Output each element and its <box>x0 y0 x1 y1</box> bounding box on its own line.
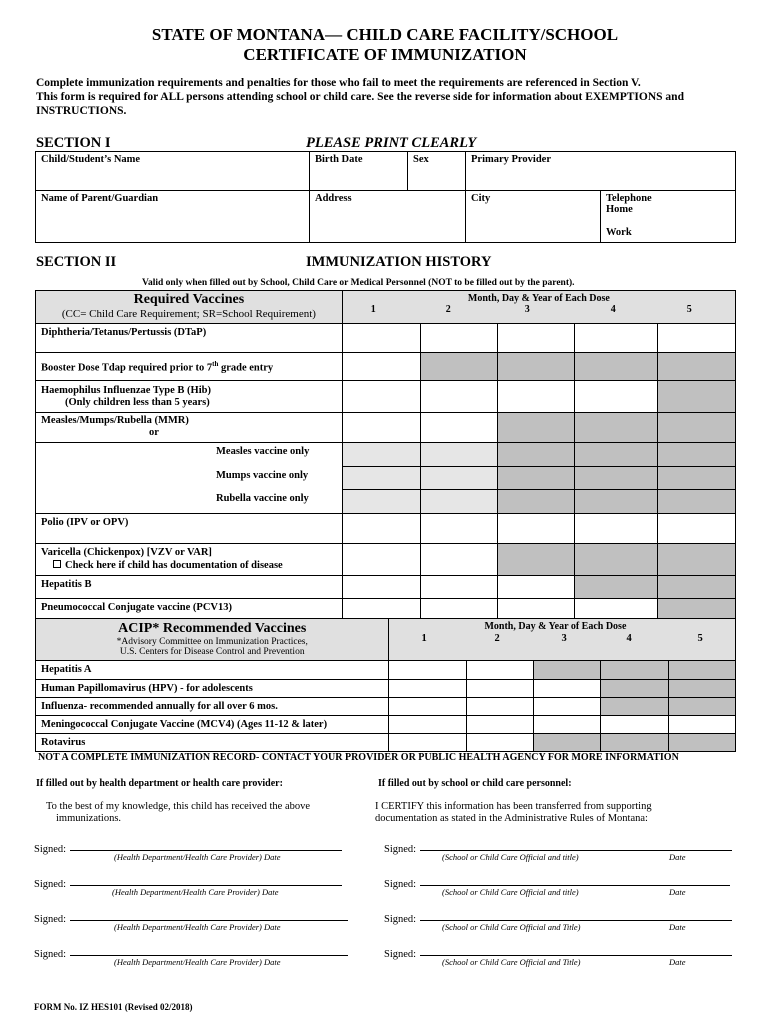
shaded-cell <box>498 443 575 467</box>
dose-cell[interactable] <box>534 716 601 734</box>
intro-line-2: This form is required for ALL persons attending school or child care. See the reverse side for information about EXEMPTIONS and INSTRUCTIONS. <box>36 91 684 117</box>
dose-cell[interactable] <box>420 576 498 599</box>
dose-cell[interactable] <box>389 661 467 680</box>
acip-dose-header-label: Month, Day & Year of Each Dose <box>484 621 627 632</box>
dose-cell[interactable] <box>420 413 498 443</box>
dose-cell[interactable] <box>575 381 658 413</box>
vaccine-row-hepb: Hepatitis B <box>36 576 736 599</box>
shaded-cell <box>498 544 575 576</box>
parent-name-field[interactable]: Name of Parent/Guardian <box>36 191 310 243</box>
signature-line[interactable] <box>70 839 342 851</box>
dose-cell[interactable] <box>498 576 575 599</box>
address-field[interactable]: Address <box>310 191 466 243</box>
dose-cell[interactable] <box>467 661 534 680</box>
left-attestation-2: immunizations. <box>56 813 122 824</box>
shaded-cell <box>658 544 736 576</box>
dose-number: 3 <box>524 304 530 315</box>
vaccine-row-measles: Measles vaccine only <box>36 443 736 467</box>
right-signature-block: Signed: (School or Child Care Official and title) Date <box>384 874 734 892</box>
acip-footnote-1: *Advisory Committee on Immunization Practices, <box>116 637 308 647</box>
print-clearly-note: PLEASE PRINT CLEARLY <box>306 135 477 151</box>
section-1-table <box>35 151 736 243</box>
shaded-cell <box>658 413 736 443</box>
child-name-field[interactable]: Child/Student’s Name <box>36 152 310 191</box>
dose-cell[interactable] <box>342 353 420 381</box>
shaded-cell <box>669 698 736 716</box>
required-vaccines-header <box>36 291 343 324</box>
immunization-history-heading: IMMUNIZATION HISTORY <box>306 254 492 270</box>
dose-header <box>342 291 735 324</box>
vaccine-row-influenza: Influenza- recommended annually for all over 6 mos. <box>36 698 736 716</box>
shaded-cell <box>575 490 658 514</box>
vaccine-row-mumps: Mumps vaccine only <box>36 467 736 490</box>
vaccine-row-hpv: Human Papillomavirus (HPV) - for adolescents <box>36 680 736 698</box>
dose-cell[interactable] <box>342 413 420 443</box>
dose-cell[interactable] <box>498 381 575 413</box>
shaded-cell <box>575 353 658 381</box>
telephone-field[interactable]: Telephone Home Work <box>601 191 736 243</box>
shaded-cell <box>420 353 498 381</box>
birth-date-field[interactable]: Birth Date <box>310 152 408 191</box>
dose-number: 5 <box>686 304 692 315</box>
vaccine-row-tdap: Booster Dose Tdap required prior to 7th grade entry <box>36 353 736 381</box>
dose-cell[interactable] <box>389 680 467 698</box>
left-signature-block: Signed: (Health Department/Health Care Provider) Date <box>34 909 350 927</box>
acip-title: ACIP* Recommended Vaccines <box>118 621 307 636</box>
left-attestation-1: To the best of my knowledge, this child has received the above <box>46 801 311 812</box>
vaccine-row-mmr: Measles/Mumps/Rubella (MMR) or <box>36 413 736 443</box>
shaded-cell <box>658 576 736 599</box>
signature-line[interactable] <box>70 944 348 956</box>
shaded-cell <box>575 544 658 576</box>
shaded-cell <box>669 680 736 698</box>
dose-header-label: Month, Day & Year of Each Dose <box>467 293 610 304</box>
dose-cell[interactable] <box>467 716 534 734</box>
dose-cell[interactable] <box>342 467 420 490</box>
shaded-cell <box>669 734 736 752</box>
dose-cell[interactable] <box>420 544 498 576</box>
shaded-cell <box>601 734 669 752</box>
valid-note: Valid only when filled out by School, Child Care or Medical Personnel (NOT to be filled out by the parent). <box>142 278 575 288</box>
section-1-label: SECTION I <box>36 135 111 151</box>
shaded-cell <box>575 467 658 490</box>
left-signature-heading: If filled out by health department or health care provider: <box>36 778 283 789</box>
city-field[interactable]: City <box>466 191 601 243</box>
required-vaccines-title: Required Vaccines <box>133 292 245 307</box>
vaccine-row-polio: Polio (IPV or OPV) <box>36 514 736 544</box>
intro-line-1: Complete immunization requirements and penalties for those who fail to meet the requirements are referenced in Section V. <box>36 77 641 89</box>
not-complete-notice: NOT A COMPLETE IMMUNIZATION RECORD- CONTACT YOUR PROVIDER OR PUBLIC HEALTH AGENCY FOR MORE INFORMATION <box>38 752 679 763</box>
shaded-cell <box>669 661 736 680</box>
dose-number: 1 <box>370 304 376 315</box>
dose-cell[interactable] <box>342 514 420 544</box>
shaded-cell <box>658 381 736 413</box>
right-signature-block: Signed: (School or Child Care Official and Title) Date <box>384 944 734 962</box>
signature-line[interactable] <box>70 874 342 886</box>
shaded-cell <box>575 443 658 467</box>
shaded-cell <box>658 467 736 490</box>
dose-cell[interactable] <box>467 680 534 698</box>
shaded-cell <box>575 576 658 599</box>
right-attestation-1: I CERTIFY this information has been transferred from supporting <box>375 801 652 812</box>
form-number: FORM No. IZ HES101 (Revised 02/2018) <box>34 1002 193 1012</box>
vaccine-row-hepa: Hepatitis A <box>36 661 736 680</box>
dose-cell[interactable] <box>342 490 420 514</box>
right-attestation-2: documentation as stated in the Administrative Rules of Montana: <box>375 813 648 824</box>
dose-cell[interactable] <box>534 698 601 716</box>
dose-number: 5 <box>697 633 703 644</box>
signature-line[interactable] <box>420 909 732 921</box>
dose-cell[interactable] <box>575 324 658 353</box>
dose-number: 1 <box>421 633 427 644</box>
shaded-cell <box>534 661 601 680</box>
form-title: STATE OF MONTANA— CHILD CARE FACILITY/SCHOOL <box>151 25 619 44</box>
right-signature-block: Signed: (School or Child Care Official and title) Date <box>384 839 734 857</box>
acip-vaccines-table <box>35 618 736 752</box>
dose-cell[interactable] <box>342 544 420 576</box>
shaded-cell <box>601 698 669 716</box>
dose-cell[interactable] <box>420 443 498 467</box>
dose-cell[interactable] <box>669 716 736 734</box>
primary-provider-field[interactable]: Primary Provider <box>466 152 736 191</box>
section-2-label: SECTION II <box>36 254 117 270</box>
dose-number: 4 <box>626 633 632 644</box>
sex-field[interactable]: Sex <box>408 152 466 191</box>
shaded-cell <box>658 353 736 381</box>
requirement-legend: (CC= Child Care Requirement; SR=School Requirement) <box>61 308 316 320</box>
dose-cell[interactable] <box>658 324 736 353</box>
acip-dose-header <box>389 619 736 661</box>
dose-cell[interactable] <box>420 381 498 413</box>
shaded-cell <box>575 413 658 443</box>
dose-cell[interactable] <box>498 324 575 353</box>
signature-line[interactable] <box>420 874 730 886</box>
acip-footnote-2: U.S. Centers for Disease Control and Prevention <box>119 647 305 657</box>
dose-cell[interactable] <box>342 443 420 467</box>
form-subtitle: CERTIFICATE OF IMMUNIZATION <box>243 45 527 64</box>
dose-cell[interactable] <box>420 514 498 544</box>
dose-cell[interactable] <box>467 734 534 752</box>
dose-cell[interactable] <box>389 698 467 716</box>
dose-cell[interactable] <box>342 576 420 599</box>
dose-cell[interactable] <box>342 324 420 353</box>
shaded-cell <box>534 734 601 752</box>
shaded-cell <box>498 413 575 443</box>
dose-cell[interactable] <box>575 514 658 544</box>
vaccine-row-rotavirus: Rotavirus <box>36 734 736 752</box>
dose-cell[interactable] <box>601 716 669 734</box>
shaded-cell <box>601 680 669 698</box>
dose-cell[interactable] <box>389 716 467 734</box>
shaded-cell <box>498 490 575 514</box>
shaded-cell <box>498 467 575 490</box>
signature-line[interactable] <box>420 839 732 851</box>
vaccine-row-rubella: Rubella vaccine only <box>36 490 736 514</box>
left-signature-block: Signed: (Health Department/Health Care Provider) Date <box>34 944 350 962</box>
dose-number: 2 <box>494 633 500 644</box>
vaccine-row-mcv4: Meningococcal Conjugate Vaccine (MCV4) (Ages 11-12 & later) <box>36 716 736 734</box>
dose-cell[interactable] <box>498 514 575 544</box>
dose-number: 3 <box>561 633 567 644</box>
shaded-cell <box>658 443 736 467</box>
shaded-cell <box>601 661 669 680</box>
dose-cell[interactable] <box>420 490 498 514</box>
required-vaccines-table <box>35 290 736 622</box>
dose-number: 4 <box>610 304 616 315</box>
dose-cell[interactable] <box>534 680 601 698</box>
acip-header <box>36 619 389 661</box>
dose-cell[interactable] <box>342 381 420 413</box>
dose-cell[interactable] <box>420 324 498 353</box>
varicella-checkbox[interactable] <box>53 560 61 568</box>
dose-number: 2 <box>445 304 451 315</box>
signature-line[interactable] <box>70 909 348 921</box>
dose-cell[interactable] <box>389 734 467 752</box>
vaccine-row-hib: Haemophilus Influenzae Type B (Hib) (Only children less than 5 years) <box>36 381 736 413</box>
right-signature-block: Signed: (School or Child Care Official and Title) Date <box>384 909 734 927</box>
dose-cell[interactable] <box>658 514 736 544</box>
vaccine-row-dtap: Diphtheria/Tetanus/Pertussis (DTaP) <box>36 324 736 353</box>
shaded-cell <box>658 490 736 514</box>
vaccine-row-varicella: Varicella (Chickenpox) [VZV or VAR] Check here if child has documentation of disease <box>36 544 736 576</box>
right-signature-heading: If filled out by school or child care personnel: <box>378 778 572 789</box>
dose-cell[interactable] <box>467 698 534 716</box>
vaccine-row-pcv13: Pneumococcal Conjugate vaccine (PCV13) <box>36 599 736 622</box>
signature-line[interactable] <box>420 944 732 956</box>
left-signature-block: Signed: (Health Department/Health Care Provider) Date <box>34 839 344 857</box>
left-signature-block: Signed: (Health Department/Health Care Provider) Date <box>34 874 344 892</box>
dose-cell[interactable] <box>420 467 498 490</box>
shaded-cell <box>498 353 575 381</box>
